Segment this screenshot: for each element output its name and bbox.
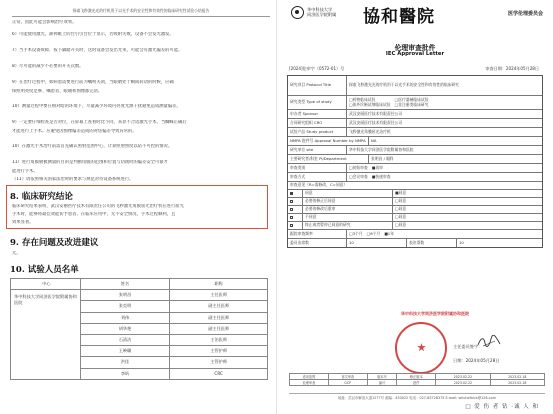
table-title-cell: CRC: [170, 368, 268, 379]
checkbox-checked-icon: [290, 192, 293, 195]
table-cell: 伦理审查: [290, 380, 329, 386]
review-opinion-title: 审查意见（R=需修改，C=同意）: [290, 182, 348, 187]
table-title-cell: 主治医师: [170, 334, 268, 345]
page-footer: 地址：武汉市解放大道1277号 邮编：430022 电话：027-85726375 E-mail: whuhethics@126.com: [289, 393, 545, 400]
form-row: [288, 136, 542, 145]
frequency-option[interactable]: □6个月: [366, 230, 381, 236]
decision-row: [288, 197, 542, 205]
table-center-cell: 华中科技大学同济医学院附属协和医院: [11, 290, 81, 380]
table-title-cell: 副主任医师: [170, 323, 268, 334]
decision-label: 不同意: [302, 214, 392, 221]
form-row: [288, 181, 542, 189]
decision-label: 同意: [302, 190, 392, 197]
table-cell: 版本号: [367, 374, 397, 380]
form-label: 委员出席数: [290, 239, 309, 245]
frequency-option[interactable]: ■1年: [384, 230, 395, 236]
stamp-caption: 华中科技大学同济医学院附属协和医院: [401, 311, 469, 316]
decision-option[interactable]: □同意: [392, 214, 542, 221]
review-date: 审查日期：2024年05月28日: [485, 66, 539, 71]
paragraph-line: 8）尽可能的减少不必要的开关次数。: [12, 64, 84, 69]
option-column: [349, 98, 395, 107]
table-cell: 2023.02.22: [436, 380, 490, 386]
form-label: 试验产品 Study product: [290, 128, 334, 134]
table-cell: 批件: [397, 380, 436, 386]
right-document-page: [277, 0, 553, 414]
decision-row: [288, 205, 542, 213]
form-value: 张明昌 / 眼科: [368, 155, 542, 163]
staff-table: [10, 278, 268, 380]
form-label: 表决票数: [406, 239, 456, 247]
study-type-option[interactable]: □体外诊断试剂临床试验: [349, 101, 391, 107]
form-row: [288, 238, 542, 247]
ethics-committee-name: 医学伦理委员会: [507, 11, 543, 17]
study-type-options: [346, 96, 542, 109]
paragraph-line: 正常。因此可能会影响治疗效果。: [12, 20, 77, 25]
decision-checkbox-cell[interactable]: [288, 190, 302, 197]
form-value: 10: [346, 239, 406, 247]
conclusion-line: 临床研究结果表明，武汉安丽医疗技术有限责任公司的飞秒激光角膜屈光治疗机在进行屈光: [12, 204, 184, 209]
hospital-logo-icon: [291, 6, 304, 19]
decision-option[interactable]: □同意: [392, 206, 542, 213]
form-row: [288, 163, 542, 172]
decision-row: [288, 221, 542, 229]
decision-checkbox-cell[interactable]: [288, 206, 302, 213]
paragraph-line: （11）请依照相关国家法治时的要求与规范对待设备系统进行。: [12, 177, 134, 182]
left-document-page: [0, 0, 276, 414]
form-row: [288, 154, 542, 163]
table-title-cell: 主管护师: [170, 357, 268, 368]
paragraph-line: 10）在激光手术治疗前需首先确认照射范围中心，计算照射照度以防不可控的情况。: [12, 144, 173, 149]
table-cell: 编号: [367, 380, 397, 386]
paragraph-line: 11）进行角膜板极测量的目的是判断角膜的范围和位置与切削时的偏差安全可靠才: [12, 160, 168, 165]
table-cell: 2023.02.22: [436, 374, 490, 380]
decision-label: 必要的修正后同意: [302, 198, 392, 205]
table-name-cell: 洪佳: [80, 357, 170, 368]
frequency-options: [346, 230, 542, 238]
table-title-cell: 主管护师: [170, 346, 268, 357]
paragraph-line: 保照明亮度足够、嘱患者、眼轴和图像都完清。: [12, 89, 103, 94]
table-title-cell: 副主任医师: [170, 312, 268, 323]
checkbox-icon: [290, 224, 293, 227]
table-header-cell: 中心: [11, 279, 81, 290]
paragraph-line: 10）测量过程中要在相对暗的环境下，尽量减少环境内亮度光源干扰避免造成测量偏差。: [12, 104, 181, 109]
form-label: 合同研究组织 CRO: [290, 119, 323, 125]
approval-title-en: IEC Approval Letter: [385, 51, 445, 57]
checkbox-icon: [290, 200, 293, 203]
paragraph-line: 能进行手术。: [12, 169, 38, 174]
conclusion-line: 手术时，能够将最佳效能切予患者。在临床应用中，无不安全情况，手术过程顺利，且: [12, 212, 176, 217]
study-type-option[interactable]: □非注册类临床研究: [394, 101, 429, 107]
table-cell: 修正版本: [397, 374, 436, 380]
form-row: [288, 145, 542, 154]
form-row: [288, 118, 542, 127]
table-cell: 2023.02.18: [490, 374, 544, 380]
frequency-option[interactable]: □3个月: [349, 230, 363, 236]
table-cell: 适用范围: [290, 374, 329, 380]
form-value: 武汉安丽医疗技术有限责任公司: [346, 110, 542, 118]
table-cell: 2023.02.18: [490, 380, 544, 386]
form-label: 研究类型 Type of study: [290, 99, 332, 105]
form-value: 武汉安丽医疗技术有限责任公司: [346, 119, 542, 127]
decision-option[interactable]: ■同意: [392, 190, 542, 197]
table-cell: 首次审查: [328, 374, 367, 380]
red-seal-stamp-icon: [395, 322, 447, 374]
table-title-cell: 主任医师: [170, 290, 268, 301]
table-row: [11, 290, 268, 301]
table-name-cell: 石清洁: [80, 334, 170, 345]
form-label: 审查类别: [290, 164, 306, 170]
table-title-cell: 副主任医师: [170, 301, 268, 312]
decision-option[interactable]: □同意: [392, 198, 542, 205]
paragraph-line: 7）当手术设备故障，按下脚踏开关时，这时设备会发出光束，可能会有激光偏差的可能。: [12, 48, 183, 53]
form-value: NA: [368, 137, 542, 145]
review-type-option[interactable]: ■再审: [371, 164, 383, 170]
signature-label: 主任委员签字：: [453, 344, 483, 349]
table-header-cell: 姓名: [80, 279, 170, 290]
decision-row: [288, 189, 542, 197]
form-value: 10: [456, 239, 542, 247]
decision-label: 终止或者暂停已同意的研究: [302, 222, 392, 229]
checkbox-icon: [290, 216, 293, 219]
hospital-motto: □ 爱 伤 者 钻 ·诚 人 和: [465, 404, 539, 410]
decision-checkbox-cell[interactable]: [288, 214, 302, 221]
paragraph-line: 9）一定要仔细检查是否对位，在屏幕上查看时比不同，来显不合适激光手术，当蜘蛛正确后: [12, 120, 187, 125]
table-name-cell: 李昕: [80, 368, 170, 379]
form-row: [288, 172, 542, 181]
table-header-row: [11, 279, 268, 290]
form-label: 主要研究者/科室 PI/Department: [290, 155, 347, 161]
hospital-logo-name: 協和醫院: [363, 7, 435, 27]
meeting-type-option[interactable]: ■快速审查: [371, 173, 391, 179]
review-type-options: [346, 164, 542, 172]
decision-row: [288, 213, 542, 221]
form-label: 研究单位 site: [290, 146, 314, 152]
approval-title-cn: 伦理审查批件: [394, 44, 436, 52]
document-control-table: [289, 373, 545, 386]
form-label: 研究项目 Protocol Title: [290, 82, 332, 88]
section-9-text: 无。: [12, 251, 21, 256]
section-8-heading: 8. 临床研究结论: [10, 192, 73, 202]
institution-line: 同济医学院附属: [307, 12, 337, 17]
form-value: 华中科技大学同济医学院附属协和医院: [346, 146, 542, 154]
form-label: 申办者 Sponsor: [290, 110, 319, 116]
table-name-cell: 胡华艳: [80, 323, 170, 334]
form-label: 审查方式: [290, 173, 306, 179]
left-page-header: 探索飞秒激光光的疗机用于以光手术的安全性和有效性的临床研究性试验小结报告: [12, 8, 270, 17]
paragraph-line: 9）在治疗过程中，如病患需要进行前为嘱咐关闭，当眼睛处于瞬间转动的时候，应确: [12, 80, 174, 85]
form-row: [288, 95, 542, 109]
meeting-type-option[interactable]: □会议审查: [349, 173, 368, 179]
option-column: [395, 98, 433, 107]
table-name-cell: 张明昌: [80, 290, 170, 301]
form-label: NMPA 批件号 Approval Number by NMPA: [290, 137, 366, 143]
section-9-heading: 9. 存在问题及改进建议: [10, 238, 99, 248]
decision-checkbox-cell[interactable]: [288, 198, 302, 205]
table-cell: GCP: [328, 380, 367, 386]
approval-form: [287, 75, 543, 248]
decision-label: 必要的修改后重审: [302, 206, 392, 213]
study-type-option[interactable]: □医疗器械临床试验: [394, 96, 429, 102]
table-name-cell: 刘伟: [80, 312, 170, 323]
decision-checkbox-cell[interactable]: [288, 222, 302, 229]
checkbox-icon: [290, 208, 293, 211]
sign-date: 日期：2024年05月28日: [453, 358, 500, 363]
paragraph-line: 6）可能使用激光，卸掉眶上的台引引台位于显示，若吸附失败，设备不会发光激发。: [12, 32, 174, 37]
meeting-type-options: [346, 173, 542, 181]
form-value: 探索飞秒激光光的疗机用于以光手术的安全性和有效性的临床研究: [346, 76, 542, 95]
form-row: [288, 76, 542, 95]
form-row: [288, 229, 542, 238]
form-value: 飞秒激光角膜屈光治疗机: [346, 128, 542, 136]
decision-option[interactable]: □同意: [392, 222, 542, 229]
study-type-option[interactable]: □药物临床试验: [349, 96, 376, 102]
institution-line: 华中科技大学: [307, 7, 333, 12]
section-10-heading: 10. 试验人员名单: [10, 265, 79, 275]
form-row: [288, 127, 542, 136]
form-row: [288, 109, 542, 118]
paragraph-line: 才能进行上手术。应避免因图像偏差造成的对焦偏差导致异常的。: [12, 129, 137, 134]
table-header-cell: 职称: [170, 279, 268, 290]
form-label: 跟踪审查频率: [290, 230, 313, 236]
handwritten-signature-icon: [477, 335, 501, 349]
review-type-option[interactable]: □初始审查: [349, 164, 368, 170]
table-name-cell: 王映璐: [80, 346, 170, 357]
table-row: [290, 380, 545, 386]
approval-number: [2024]伦审字（0572-01）号: [289, 66, 345, 71]
table-name-cell: 张克明: [80, 301, 170, 312]
institution-name: [307, 7, 336, 17]
conclusion-line: 效果显著。: [12, 220, 34, 225]
